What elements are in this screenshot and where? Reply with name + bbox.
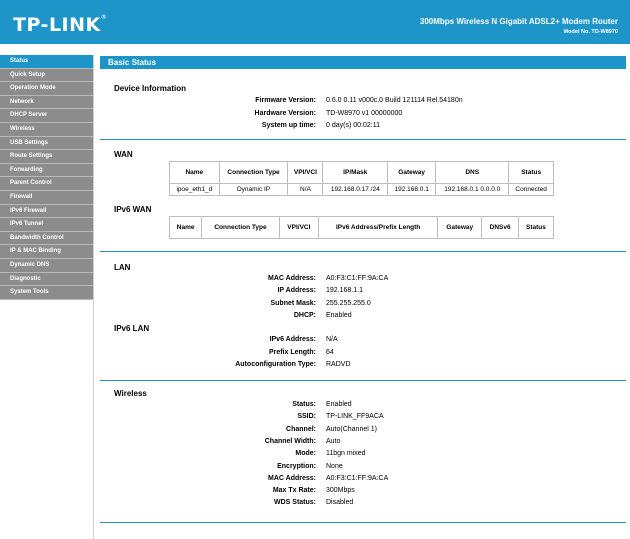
info-value: TD-W8970 v1 00000000 (326, 109, 403, 117)
wan-column-header: Status (509, 162, 554, 184)
info-value: N/A (326, 336, 338, 343)
info-value: TP-LINK_FF9ACA (326, 413, 384, 421)
wan-table (169, 161, 554, 196)
wan-cell: ipoe_eth1_d (170, 184, 220, 196)
sidebar-item-operation-mode[interactable]: Operation Mode (0, 82, 93, 96)
wan-cell: 192.168.0.1 (388, 184, 436, 196)
ipv6-wan-column-header: Gateway (438, 217, 482, 239)
info-label: Firmware Version: (255, 97, 316, 104)
info-row (94, 475, 630, 487)
ipv6-wan-column-header: IPv6 Address/Prefix Length (319, 217, 438, 239)
info-label: Subnet Mask: (270, 299, 316, 307)
info-row (94, 110, 630, 122)
info-label: Hardware Version: (254, 109, 316, 117)
ipv6-wan-heading: IPv6 WAN (114, 205, 152, 214)
wan-column-header: IP/Mask (323, 162, 388, 184)
wireless-heading: Wireless (114, 389, 147, 398)
info-label: SSID: (297, 413, 316, 421)
info-value: None (326, 462, 343, 470)
wan-cell: Connected (509, 184, 554, 196)
divider (100, 251, 626, 252)
ipv6-lan-heading: IPv6 LAN (114, 324, 150, 333)
info-label: WDS Status: (274, 499, 316, 507)
info-label: Channel: (286, 425, 316, 433)
info-row (94, 438, 630, 450)
wan-cell: N/A (288, 184, 323, 196)
info-value: 0 day(s) 00:02:11 (326, 122, 380, 129)
info-value: 255.255.255.0 (326, 299, 371, 307)
sidebar-item-system-tools[interactable]: System Tools (0, 286, 93, 300)
sidebar-item-parent-control[interactable]: Parent Control (0, 177, 93, 191)
wan-cell: 192.168.0.1 0.0.0.0 (436, 184, 509, 196)
info-row (94, 463, 630, 475)
sidebar-item-dhcp-server[interactable]: DHCP Server (0, 109, 93, 123)
wan-column-header: VPI/VCI (288, 162, 323, 184)
sidebar-item-ipv6-firewall[interactable]: IPv6 Firewall (0, 205, 93, 219)
ipv6-wan-column-header: Connection Type (202, 217, 279, 239)
ipv6-wan-column-header: Status (518, 217, 553, 239)
tp-link-logo: TP-LINK® (13, 14, 108, 36)
info-value: RADVD (326, 361, 351, 368)
info-value: Enabled (326, 401, 352, 408)
info-label: Autoconfiguration Type: (235, 361, 316, 368)
wan-column-header: Gateway (388, 162, 436, 184)
sidebar-item-ip-mac-binding[interactable]: IP & MAC Binding (0, 245, 93, 259)
info-row (94, 122, 630, 134)
info-row (94, 487, 630, 499)
info-value: 192.168.1.1 (326, 287, 363, 295)
ipv6-wan-column-header: Name (170, 217, 202, 239)
sidebar-item-firewall[interactable]: Firewall (0, 191, 93, 205)
sidebar-item-wireless[interactable]: Wireless (0, 123, 93, 137)
sidebar-menu (0, 55, 93, 539)
info-value: 64 (326, 348, 334, 356)
info-label: Max Tx Rate: (272, 487, 316, 495)
sidebar-item-bandwidth-control[interactable]: Bandwidth Control (0, 232, 93, 246)
info-row (94, 287, 630, 299)
info-value: Auto(Channel 1) (326, 425, 377, 433)
model-number: Model No. TD-W8970 (563, 29, 618, 35)
wan-column-header: Name (170, 162, 220, 184)
sidebar-item-status[interactable]: Status (0, 55, 93, 69)
info-label: IPv6 Address: (269, 336, 316, 343)
info-row (94, 275, 630, 287)
info-value: A0:F3:C1:FF:9A:CA (326, 474, 389, 482)
info-row (94, 499, 630, 511)
sidebar-item-route-settings[interactable]: Route Settings (0, 150, 93, 164)
wan-cell: Dynamic IP (219, 184, 288, 196)
info-value: 0.6.0 0.11 v000c.0 Build 121114 Rel.54180n (326, 97, 463, 104)
info-row (94, 336, 630, 348)
device-info-heading: Device Information (114, 84, 187, 93)
info-value: Disabled (326, 499, 354, 507)
info-label: IP Address: (277, 287, 316, 295)
ipv6-wan-column-header: VPI/VCI (279, 217, 318, 239)
info-label: Mode: (295, 450, 316, 458)
sidebar-item-usb-settings[interactable]: USB Settings (0, 137, 93, 151)
sidebar-item-diagnostic[interactable]: Diagnostic (0, 273, 93, 287)
ipv6-wan-column-header: DNSv6 (482, 217, 519, 239)
info-row (94, 450, 630, 462)
info-value: 300Mbps (326, 487, 355, 495)
product-title: 300Mbps Wireless N Gigabit ADSL2+ Modem Router (419, 17, 618, 26)
wan-column-header: Connection Type (219, 162, 288, 184)
info-label: Prefix Length: (268, 348, 316, 356)
info-value: Enabled (326, 311, 352, 319)
info-value: Auto (326, 437, 341, 445)
info-label: Channel Width: (264, 437, 316, 445)
info-value: 11bgn mixed (326, 450, 366, 458)
info-label: System up time: (261, 122, 316, 129)
wan-column-header: DNS (436, 162, 509, 184)
info-row (94, 349, 630, 361)
info-label: DHCP: (293, 311, 316, 319)
wan-heading: WAN (114, 150, 133, 159)
info-row (94, 300, 630, 312)
divider (100, 380, 626, 381)
sidebar-item-forwarding[interactable]: Forwarding (0, 164, 93, 178)
info-label: MAC Address: (268, 474, 316, 482)
info-row (94, 401, 630, 413)
header-strip (0, 44, 630, 52)
sidebar-item-dynamic-dns[interactable]: Dynamic DNS (0, 259, 93, 273)
divider (100, 139, 626, 140)
info-row (94, 312, 630, 324)
info-row (94, 413, 630, 425)
wan-cell: 192.168.0.17 /24 (323, 184, 388, 196)
header-banner (0, 0, 630, 44)
divider (100, 522, 626, 523)
page-title: Basic Status (100, 56, 626, 69)
info-row (94, 426, 630, 438)
info-value: A0:F3:C1:FF:9A:CA (326, 275, 389, 282)
info-label: MAC Address: (268, 275, 316, 282)
sidebar-item-quick-setup[interactable]: Quick Setup (0, 69, 93, 83)
ipv6-wan-table (169, 216, 554, 239)
info-row (94, 97, 630, 109)
lan-heading: LAN (114, 263, 131, 272)
info-row (94, 361, 630, 373)
main-content (93, 55, 630, 539)
sidebar-item-network[interactable]: Network (0, 96, 93, 110)
info-label: Status: (292, 401, 316, 408)
sidebar-item-ipv6-tunnel[interactable]: IPv6 Tunnel (0, 218, 93, 232)
info-label: Encryption: (277, 462, 316, 470)
